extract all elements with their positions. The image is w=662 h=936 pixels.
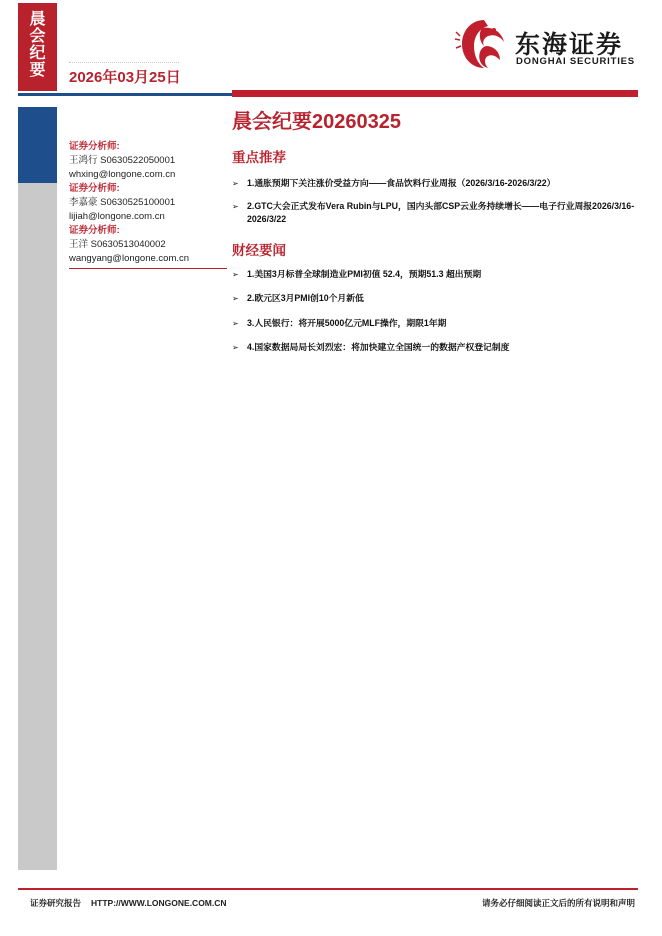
side-gray-bar (18, 183, 57, 870)
list-item[interactable] (232, 200, 642, 226)
analyst-label: 证券分析师: (69, 225, 120, 236)
bullet-arrow-icon: ➢ (232, 319, 239, 328)
report-date: 2026年03月25日 (69, 69, 181, 86)
analyst-divider (69, 268, 227, 269)
section-title-key-picks: 重点推荐 (232, 150, 286, 165)
bullet-arrow-icon: ➢ (232, 202, 239, 211)
list-item-text: 4.国家数据局局长刘烈宏：将加快建立全国统一的数据产权登记制度 (247, 342, 510, 352)
footer-label: 证券研究报告 (30, 898, 82, 908)
analyst-email[interactable]: lijiah@longone.com.cn (69, 211, 165, 222)
list-item-text: 1.通胀预期下关注涨价受益方向——食品饮料行业周报（2026/3/16-2026/3/22） (247, 178, 556, 188)
side-tab-char: 纪 (29, 45, 46, 62)
list-item[interactable] (232, 341, 642, 354)
section-title-finance-news: 财经要闻 (232, 243, 286, 258)
list-item-text: 2.GTC大会正式发布Vera Rubin与LPU，国内头部CSP云业务持续增长——电子行业周报2026/3/16-2026/3/22 (247, 201, 635, 224)
side-tab-text (18, 11, 57, 79)
footer-rule (18, 888, 638, 890)
page-title: 晨会纪要20260325 (232, 111, 401, 133)
bullet-arrow-icon: ➢ (232, 270, 239, 279)
list-item[interactable] (232, 177, 642, 190)
side-tab-char: 要 (29, 62, 46, 79)
footer-url-link[interactable]: HTTP://WWW.LONGONE.COM.CN (91, 898, 227, 908)
bullet-arrow-icon: ➢ (232, 179, 239, 188)
list-item[interactable] (232, 292, 642, 305)
side-blue-bar (18, 107, 57, 183)
header-red-rule (232, 90, 638, 97)
analyst-name: 王洋 S0630513040002 (69, 239, 166, 250)
list-item[interactable] (232, 317, 642, 330)
analyst-email[interactable]: whxing@longone.com.cn (69, 169, 176, 180)
footer-left (30, 897, 227, 909)
side-tab-char: 会 (29, 28, 46, 45)
analyst-label: 证券分析师: (69, 141, 120, 152)
logo-chinese-name: 东海证券 (515, 30, 624, 59)
bullet-arrow-icon: ➢ (232, 343, 239, 352)
list-item-text: 2.欧元区3月PMI创10个月新低 (247, 293, 364, 303)
bullet-arrow-icon: ➢ (232, 294, 239, 303)
list-item-text: 3.人民银行：将开展5000亿元MLF操作，期限1年期 (247, 318, 447, 328)
dragon-logo-icon (454, 16, 508, 72)
side-tab-char: 晨 (29, 11, 46, 28)
analyst-name: 王鸿行 S0630522050001 (69, 155, 176, 166)
analyst-name: 李嘉豪 S0630525100001 (69, 197, 176, 208)
analyst-email[interactable]: wangyang@longone.com.cn (69, 253, 190, 264)
footer-disclaimer: 请务必仔细阅读正文后的所有说明和声明 (481, 898, 635, 908)
date-dotted-rule (69, 62, 179, 64)
analyst-label: 证券分析师: (69, 183, 120, 194)
logo-english-name: DONGHAI SECURITIES (516, 56, 635, 67)
list-item-text: 1.美国3月标普全球制造业PMI初值 52.4，预期51.3 超出预期 (247, 269, 482, 279)
side-tab (18, 3, 57, 91)
analyst-list (69, 140, 229, 266)
list-item[interactable] (232, 268, 642, 281)
